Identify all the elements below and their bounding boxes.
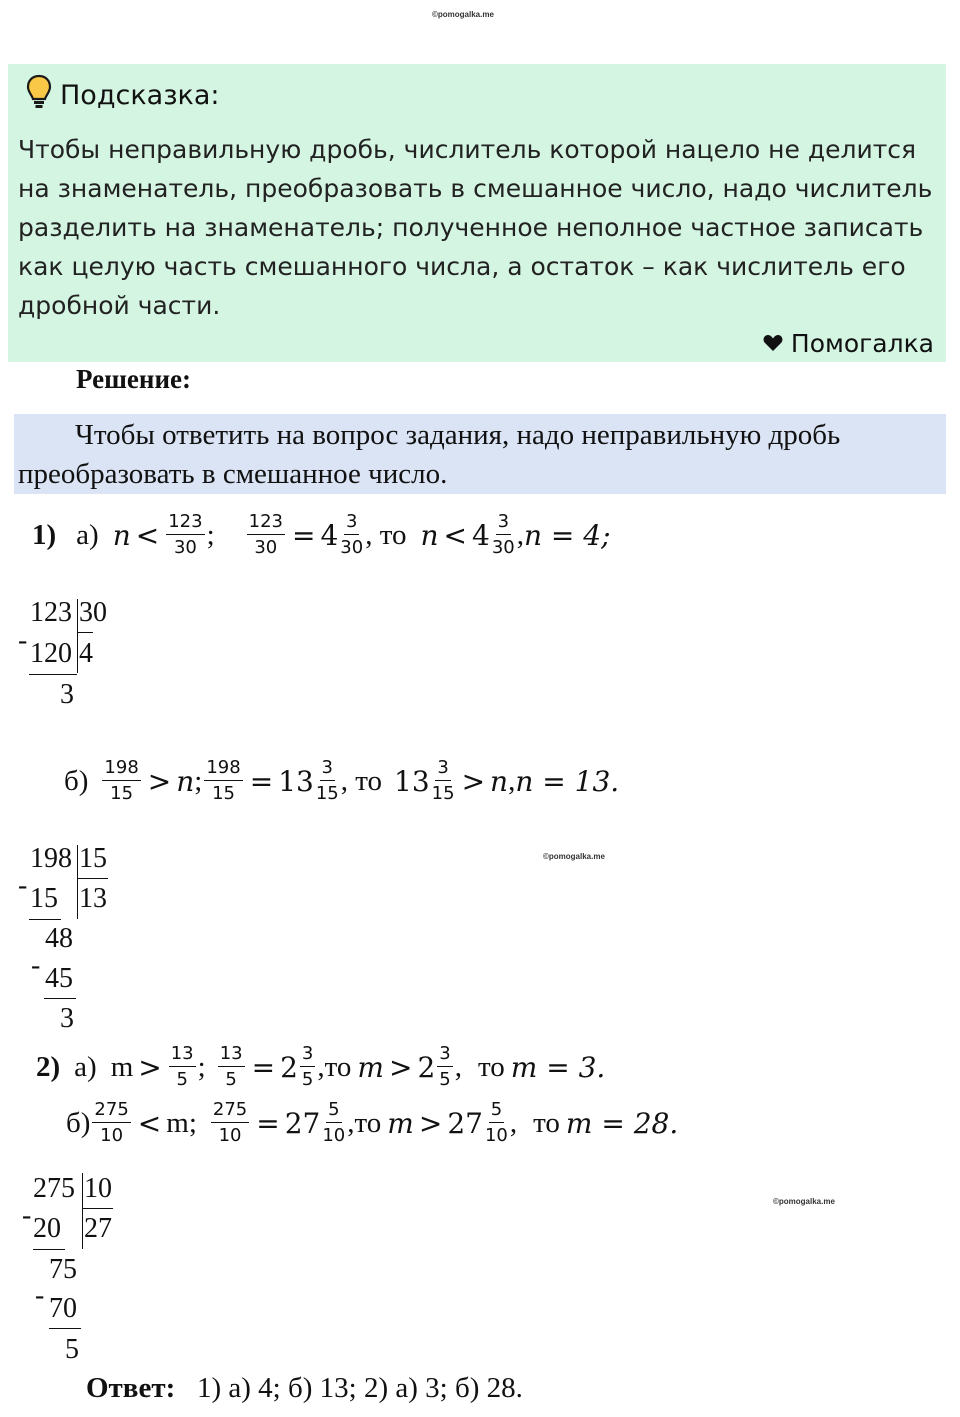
part2-b-line: б) $\frac{275}{10}$ < m ; $\frac{275}{10}$ = 27 $\frac{5}{10}$ , то m > 27 $\frac{5}{10}$ , то m = 28. <box>66 1099 679 1146</box>
hint-title-text: Подсказка: <box>60 80 220 111</box>
part1-a-frac-2: $\frac{123}{30}$ <box>248 511 283 558</box>
hint-text: Чтобы неправильную дробь, числитель которой нацело не делится на знаменатель, преобразовать в смешанное число, надо числитель разделить на знаменатель; полученное неполное частное записать как целую часть смешанного числа, а остаток – как числитель его дробной части. <box>18 135 933 320</box>
part2-a-line: 2) а) m > $\frac{13}{5}$ ; $\frac{13}{5}$ = 2 $\frac{3}{5}$ , то m > 2 $\frac{3}{5}$ , то m = 3. <box>36 1043 606 1090</box>
part1-b-line: б) $\frac{198}{15}$ > n ; $\frac{198}{15}$ = 13 $\frac{3}{15}$ , то 13 $\frac{3}{15}$ > n , n = 13. <box>64 757 620 804</box>
part2-a-result: m = 3. <box>510 1050 606 1084</box>
part1-a-frac: $\frac{123}{30}$ <box>168 511 203 558</box>
watermark-bottom: ©pomogalka.me <box>773 1197 835 1206</box>
heart-icon <box>763 329 783 358</box>
answer-line <box>86 1372 523 1405</box>
part1-a-mixed-2: $\frac{3}{30}$ <box>491 511 515 558</box>
part1-label: 1) <box>32 518 57 551</box>
note-text: Чтобы ответить на вопрос задания, надо неправильную дробь преобразовать в смешанное число. <box>18 419 841 490</box>
solution-title: Решение: <box>76 364 191 394</box>
part1-a-rel: < <box>135 518 160 552</box>
part2-label: 2) <box>36 1050 61 1083</box>
watermark-top: ©pomogalka.me <box>432 10 494 19</box>
brand-name: Помогалка <box>790 329 934 358</box>
note-box <box>14 414 946 494</box>
hint-title <box>26 74 220 117</box>
part1-a-mixed: $\frac{3}{30}$ <box>340 511 364 558</box>
part2-b-result: m = 28. <box>565 1106 679 1140</box>
hint-box <box>8 64 946 362</box>
brand <box>763 329 934 358</box>
watermark-middle: ©pomogalka.me <box>543 852 605 861</box>
part1-a-letter: а) <box>76 518 99 551</box>
part1-a-var: n <box>112 518 131 552</box>
part1-a-line: 1) а) n < $\frac{123}{30}$ ; $\frac{123}{30}$ = 4 $\frac{3}{30}$ , то n < 4 $\frac{3}{30}$ , n = 4; <box>32 511 611 558</box>
part1-a-result: n = 4; <box>524 518 611 552</box>
lightbulb-icon <box>26 74 52 117</box>
part1-b-result: n = 13. <box>515 764 620 798</box>
answer-text: 1) а) 4; б) 13; 2) а) 3; б) 28. <box>197 1372 523 1404</box>
answer-label: Ответ: <box>86 1372 176 1404</box>
